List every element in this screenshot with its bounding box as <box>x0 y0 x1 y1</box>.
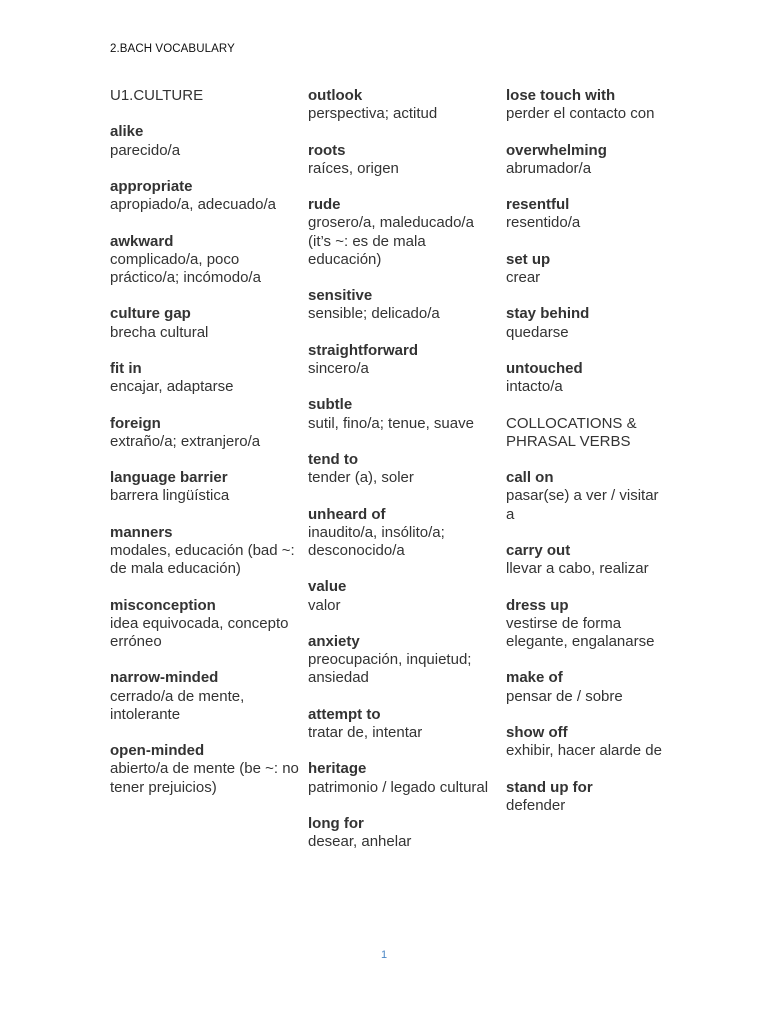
vocab-entry <box>308 142 498 178</box>
vocab-definition: resentido/a <box>506 214 581 232</box>
vocab-definition: modales, educación (bad ~: de mala educación) <box>110 541 295 578</box>
vocab-term: fit in <box>110 359 142 377</box>
vocab-entry <box>308 760 498 796</box>
vocab-definition: apropiado/a, adecuado/a <box>110 196 276 214</box>
vocab-term: stay behind <box>506 305 590 323</box>
vocab-entry <box>110 524 300 579</box>
vocab-definition: llevar a cabo, realizar <box>506 560 649 578</box>
vocab-term: resentful <box>506 196 570 214</box>
vocab-term: carry out <box>506 541 571 559</box>
vocab-definition: grosero/a, maleducado/a (it’s ~: es de mala educación) <box>308 214 474 268</box>
vocab-entry <box>110 233 300 288</box>
vocab-definition: exhibir, hacer alarde de <box>506 742 662 760</box>
vocab-entry <box>506 251 666 287</box>
vocab-entry <box>308 815 498 851</box>
vocab-term: call on <box>506 469 554 487</box>
vocab-term: outlook <box>308 87 363 104</box>
vocab-term: set up <box>506 250 551 268</box>
vocab-term: show off <box>506 723 568 741</box>
vocab-term: open-minded <box>110 742 205 760</box>
vocab-definition: pasar(se) a ver / visitar a <box>506 487 659 523</box>
vocab-definition: complicado/a, poco práctico/a; incómodo/a <box>110 250 261 286</box>
vocab-definition: crear <box>506 268 541 286</box>
vocab-entry <box>110 305 300 341</box>
vocab-entry <box>110 669 300 724</box>
vocab-definition: cerrado/a de mente, intolerante <box>110 687 245 723</box>
vocab-definition: encajar, adaptarse <box>110 378 234 396</box>
vocab-definition: patrimonio / legado cultural <box>308 778 489 796</box>
vocab-entry <box>308 342 498 378</box>
vocab-entry <box>506 779 666 815</box>
vocab-term: lose touch with <box>506 87 616 104</box>
vocab-term: subtle <box>308 396 353 414</box>
vocab-definition: tender (a), soler <box>308 469 414 487</box>
vocab-entry <box>110 178 300 214</box>
vocab-term: heritage <box>308 760 367 778</box>
vocab-definition: quedarse <box>506 323 569 341</box>
vocab-entry <box>506 724 666 760</box>
section-heading-culture: U1.CULTURE <box>110 87 204 104</box>
vocab-definition: desear, anhelar <box>308 833 412 851</box>
vocab-entry <box>506 305 666 341</box>
vocab-term: unheard of <box>308 505 386 523</box>
vocab-definition: sutil, fino/a; tenue, suave <box>308 414 474 432</box>
vocab-entry <box>308 196 498 269</box>
vocab-term: value <box>308 578 347 596</box>
vocab-entry <box>506 669 666 705</box>
vocab-entry <box>308 87 498 123</box>
vocab-definition: parecido/a <box>110 141 181 159</box>
vocab-term: attempt to <box>308 705 381 723</box>
vocab-definition: preocupación, inquietud; ansiedad <box>308 651 472 687</box>
vocab-entry <box>506 87 666 123</box>
vocab-definition: tratar de, intentar <box>308 723 423 741</box>
vocab-column-3 <box>506 87 666 833</box>
vocab-column-2 <box>308 87 498 870</box>
vocab-entry <box>110 597 300 652</box>
vocab-definition: abierto/a de mente (be ~: no tener prejuicios) <box>110 760 299 796</box>
vocab-term: narrow-minded <box>110 669 219 687</box>
vocab-definition: perder el contacto con <box>506 105 655 123</box>
vocab-entry <box>308 396 498 432</box>
vocab-entry <box>506 142 666 178</box>
vocab-definition: sensible; delicado/a <box>308 305 440 323</box>
vocab-entry <box>506 542 666 578</box>
vocab-term: dress up <box>506 596 569 614</box>
vocab-definition: pensar de / sobre <box>506 687 623 705</box>
vocab-term: anxiety <box>308 632 360 650</box>
vocab-definition: defender <box>506 796 566 814</box>
vocab-term: tend to <box>308 450 358 468</box>
vocab-definition: brecha cultural <box>110 323 209 341</box>
vocab-term: roots <box>308 141 346 159</box>
vocab-definition: inaudito/a, insólito/a; desconocido/a <box>308 523 445 559</box>
vocab-entry <box>308 706 498 742</box>
vocab-entry <box>110 742 300 797</box>
vocab-definition: raíces, origen <box>308 159 399 177</box>
vocab-entry <box>308 578 498 614</box>
vocab-term: sensitive <box>308 287 373 305</box>
vocab-entry <box>506 196 666 232</box>
vocab-term: language barrier <box>110 469 228 487</box>
vocab-term: awkward <box>110 232 174 250</box>
vocab-term: alike <box>110 123 144 141</box>
vocab-entry <box>308 506 498 561</box>
vocab-definition: vestirse de forma elegante, engalanarse <box>506 614 655 650</box>
vocab-entry <box>110 415 300 451</box>
vocab-entry <box>110 360 300 396</box>
vocab-definition: intacto/a <box>506 378 563 396</box>
page-number: 1 <box>380 949 388 961</box>
vocab-entry <box>110 123 300 159</box>
vocab-term: manners <box>110 523 173 541</box>
document-header: 2.BACH VOCABULARY <box>110 43 235 55</box>
vocab-definition: extraño/a; extranjero/a <box>110 432 261 450</box>
vocab-entry <box>110 469 300 505</box>
vocab-definition: sincero/a <box>308 359 369 377</box>
vocab-entry <box>506 469 666 524</box>
vocab-definition: valor <box>308 596 341 614</box>
vocab-term: culture gap <box>110 305 191 323</box>
vocab-term: make of <box>506 669 563 687</box>
vocab-term: appropriate <box>110 177 193 195</box>
vocab-entry <box>308 287 498 323</box>
vocab-definition: idea equivocada, concepto erróneo <box>110 614 289 650</box>
vocab-term: long for <box>308 814 364 832</box>
vocab-definition: barrera lingüística <box>110 487 230 505</box>
vocab-term: untouched <box>506 359 583 377</box>
vocab-term: stand up for <box>506 778 593 796</box>
vocab-entry <box>506 360 666 396</box>
vocab-term: straightforward <box>308 341 419 359</box>
vocab-term: foreign <box>110 414 161 432</box>
vocab-entry <box>506 597 666 652</box>
vocab-term: overwhelming <box>506 141 607 159</box>
section-heading-collocations: COLLOCATIONS & PHRASAL VERBS <box>506 414 637 450</box>
vocab-entry <box>308 451 498 487</box>
vocab-definition: abrumador/a <box>506 159 592 177</box>
vocab-entry <box>308 633 498 688</box>
vocab-definition: perspectiva; actitud <box>308 105 438 123</box>
vocab-column-1 <box>110 87 300 815</box>
vocab-term: rude <box>308 196 341 214</box>
vocab-term: misconception <box>110 596 216 614</box>
